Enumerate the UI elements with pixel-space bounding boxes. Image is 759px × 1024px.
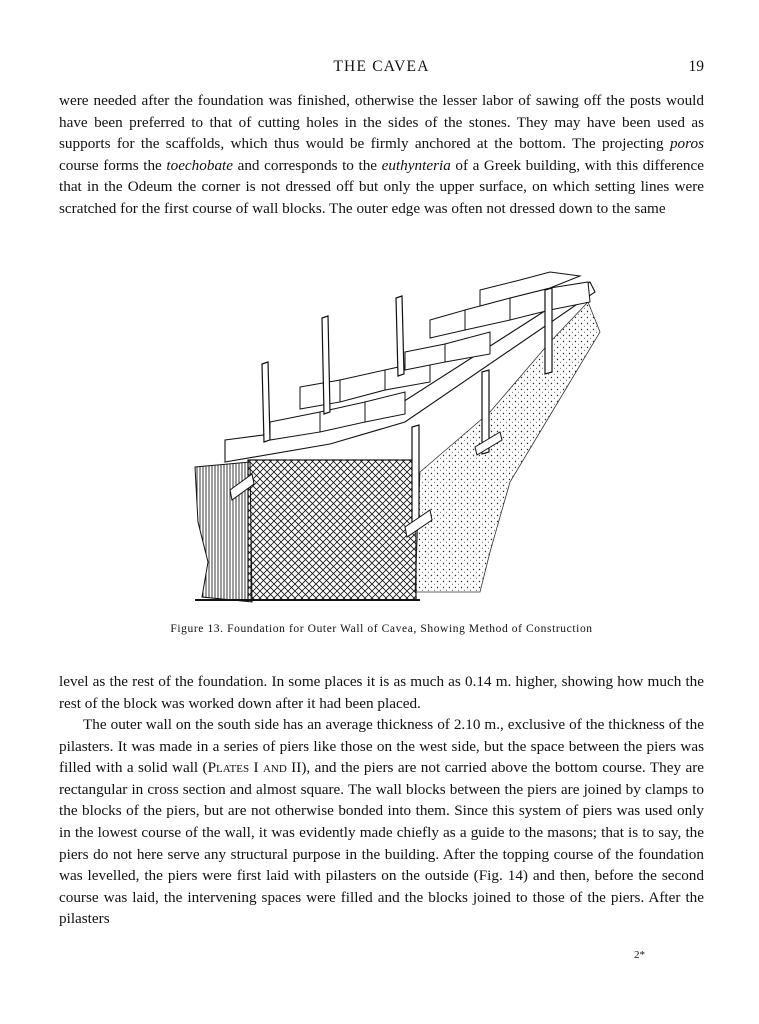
figure-caption: Figure 13. Foundation for Outer Wall of Cavea, Showing Method of Construction bbox=[170, 623, 593, 635]
page-header bbox=[59, 58, 704, 78]
term-toechobate: toechobate bbox=[166, 156, 234, 174]
p3-text-1: The outer wall on the south side has an average thickness of 2.10 m., exclusive of the thickness of the pilasters. It was made in a series of piers like those on the west side, but the space between the piers was filled with a solid wall ( bbox=[59, 716, 704, 777]
p1-text-4: of a Greek building, with this difference that in the Odeum the corner is not dressed off but only the upper surface, on which setting lines were scratched for the first course of wall blocks. The outer edge was often not dressed down to the same bbox=[59, 156, 705, 217]
signature-mark: 2* bbox=[634, 949, 645, 961]
paragraph-1 bbox=[59, 90, 704, 220]
foundation-face-hatched bbox=[248, 460, 416, 600]
p1-text-3: and corresponds to the bbox=[233, 156, 382, 174]
figure-13-foundation-drawing bbox=[190, 262, 610, 612]
p1-text-1: were needed after the foundation was finished, otherwise the lesser labor of sawing off the posts would have been preferred to that of cutting holes in the sides of the stones. They may have been used as supports for the scaffolds, which thus would be firmly anchored at the bottom. The projecting bbox=[59, 92, 704, 153]
paragraph-3 bbox=[59, 714, 704, 930]
term-poros: poros bbox=[669, 135, 704, 153]
paragraph-2: level as the rest of the foundation. In some places it is as much as 0.14 m. higher, showing how much the rest of the block was worked down after it had been placed. bbox=[59, 673, 704, 712]
term-euthynteria: euthynteria bbox=[381, 156, 451, 174]
page-number: 19 bbox=[688, 58, 704, 75]
plates-reference: Plates I and II bbox=[207, 759, 302, 777]
p3-text-2: ), and the piers are not carried above the bottom course. They are rectangular in cross section and almost square. The wall blocks between the piers are joined by clamps to the blocks of the piers, but are not otherwise bonded into them. Since this system of piers was used only in the lowest course of the wall, it was evidently made chiefly as a guide to the masons; that is to say, the piers do not here serve any structural purpose in the building. After the topping course of the foundation was levelled, the piers were first laid with pilasters on the outside (Fig. 14) and then, before the second course was laid, the intervening spaces were filled and the blocks joined to those of the piers. After the pilasters bbox=[59, 759, 704, 928]
running-head: THE CAVEA bbox=[333, 58, 430, 75]
p1-text-2: course forms the bbox=[59, 156, 167, 174]
